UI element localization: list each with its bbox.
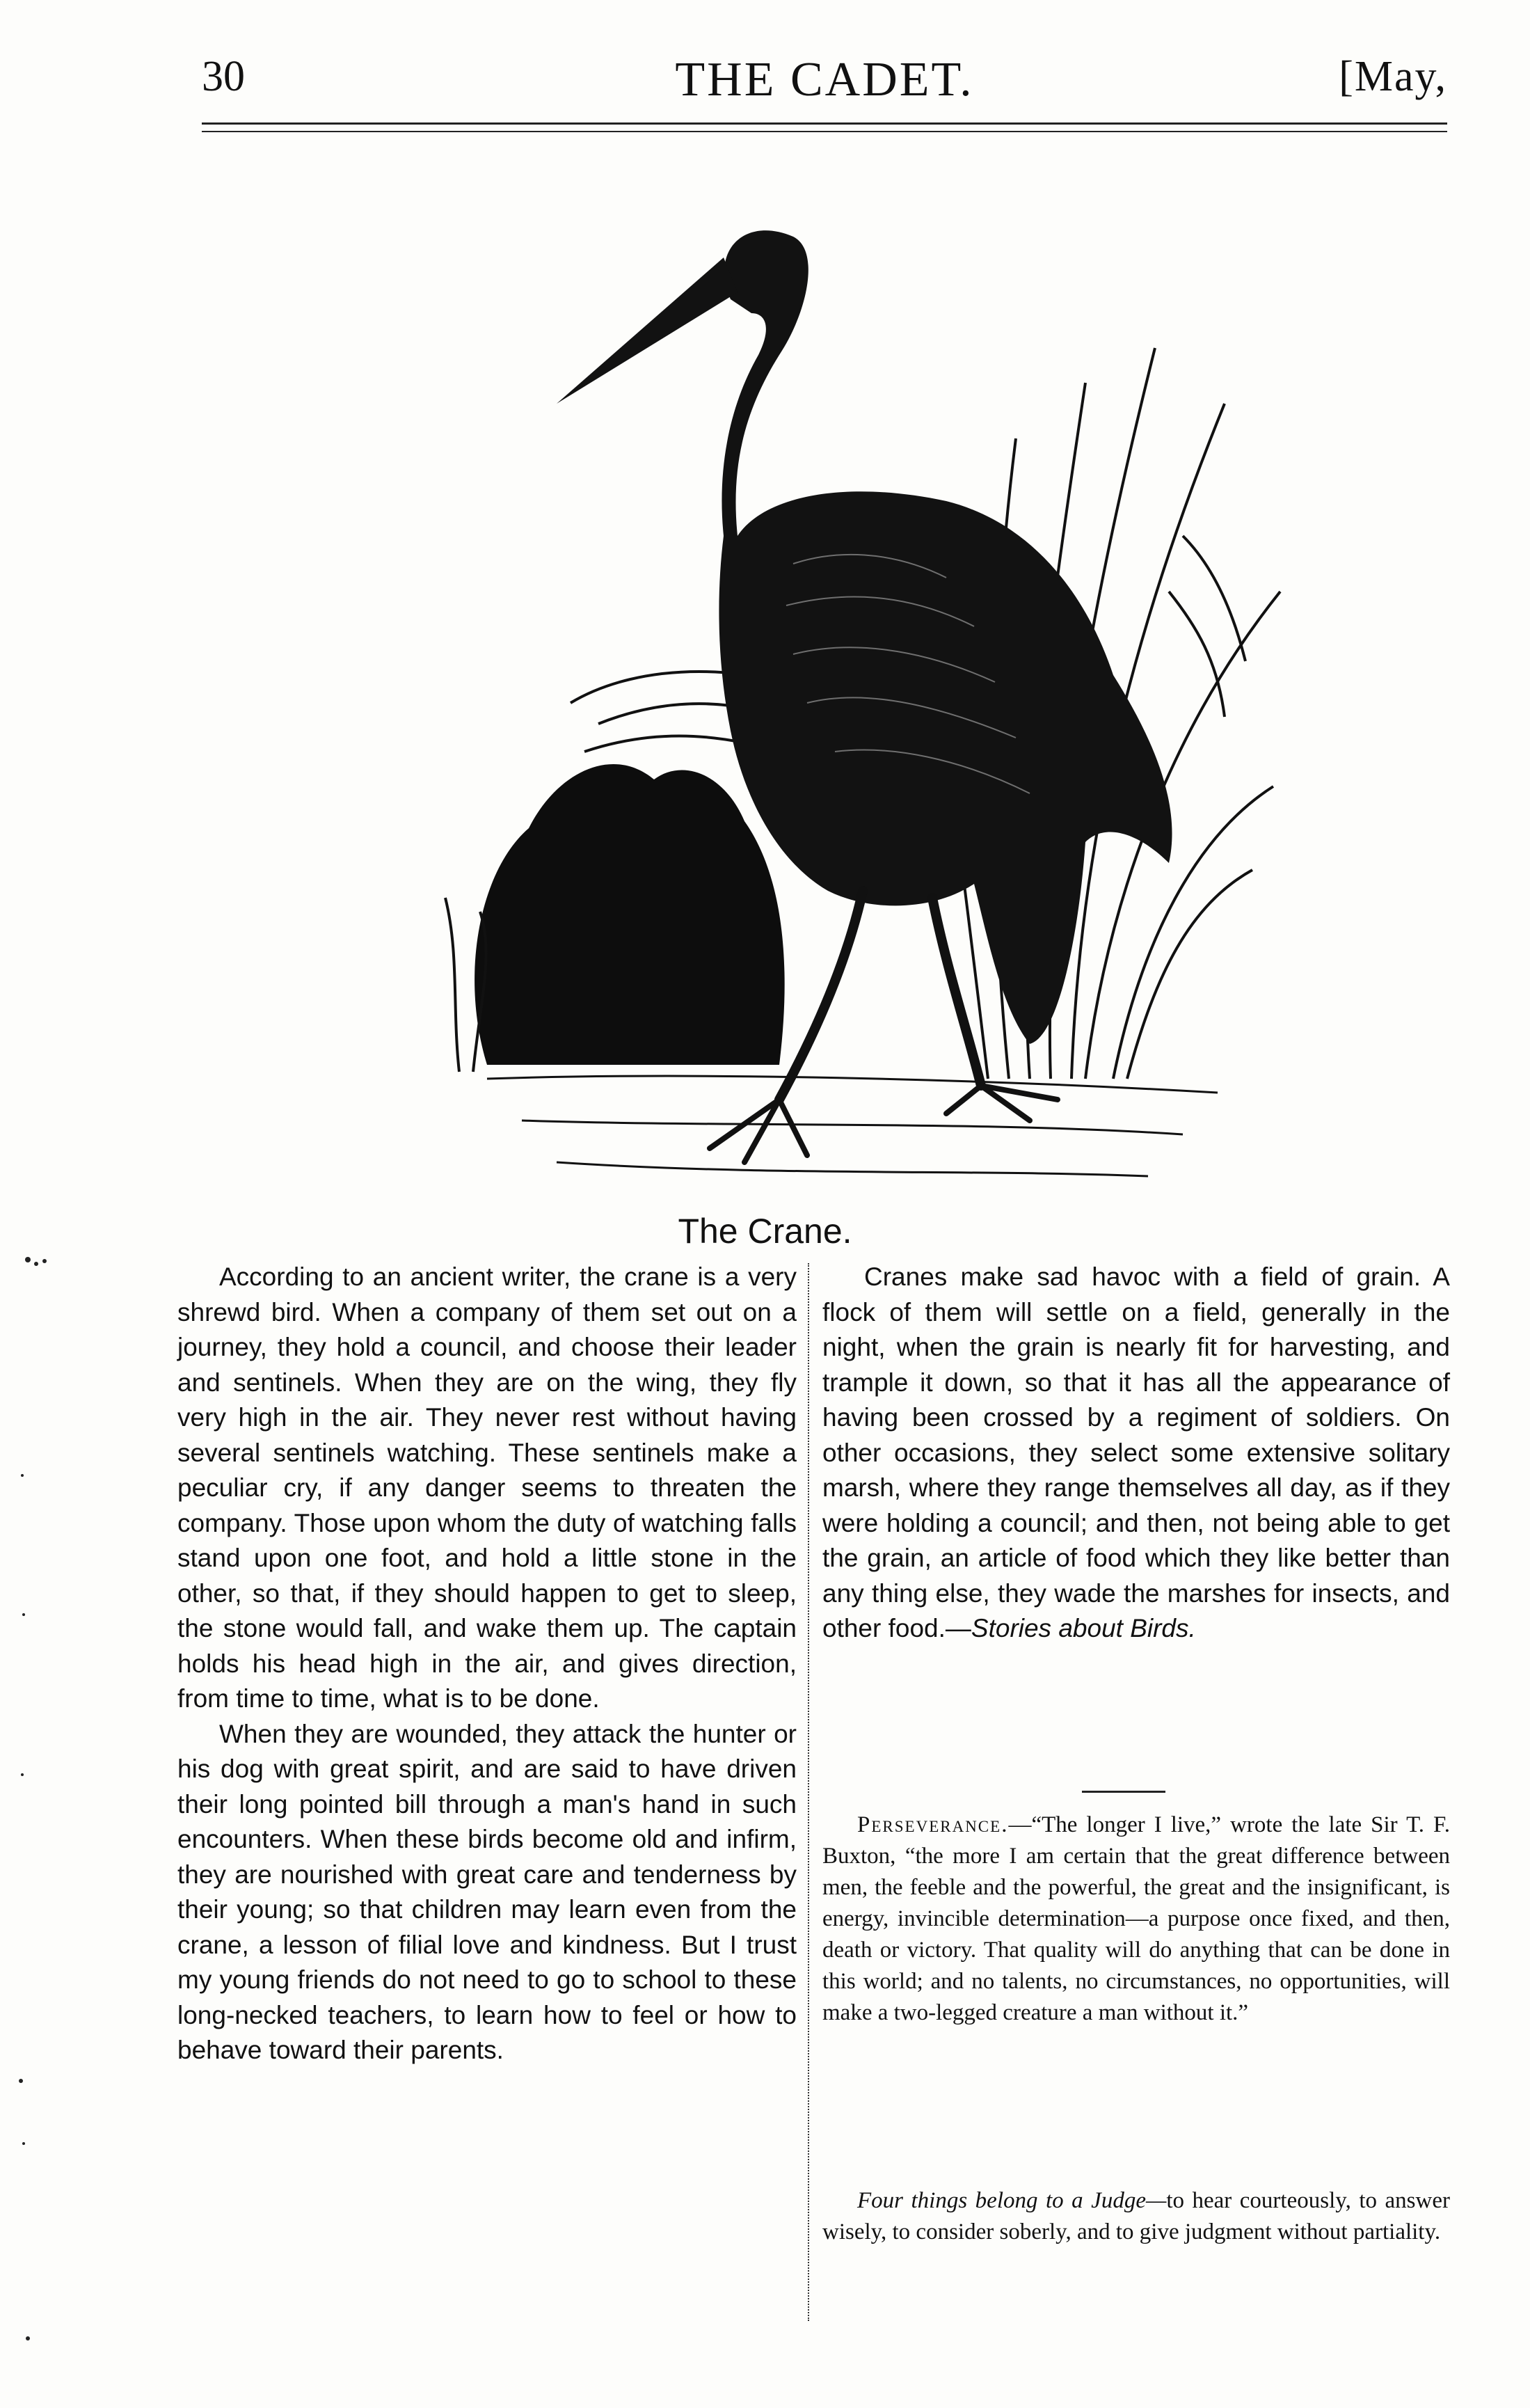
running-month: [May, [1339,53,1447,100]
judge-lead: Four things belong to a Judge— [857,2188,1167,2213]
header-rule-bottom [202,131,1447,132]
margin-specks [14,1183,56,2366]
article-paragraph-3-text: Cranes make sad havoc with a field of grain. A flock of them will settle on a field, generally in the night, when the grain is nearly fit for harvesting, and trample it down, so that it has all the appearance of having been crossed by a regiment of soldiers. On other occasions, they select some extensive solitary marsh, where they range themselves all day, as if they were holding a council; and then, not being able to get the grain, an article of food which they like better than any thing else, they wade the marshes for insects, and other food.— [822,1262,1450,1642]
section-rule [1082,1791,1165,1793]
article-right-column [822,1260,1450,1647]
perseverance-heading: Perseverance. [857,1812,1009,1837]
running-title: THE CADET. [675,53,974,106]
article-source: Stories about Birds. [971,1614,1196,1642]
page-header [202,52,1447,115]
judge-note [822,2185,1450,2248]
judge-text: to hear courteously, to answer wisely, to consider soberly, and to give judgment without partiality. [822,2188,1450,2244]
page-number: 30 [202,53,245,100]
illustration-caption: The Crane. [678,1212,852,1251]
article-paragraph-2: When they are wounded, they attack the hunter or his dog with great spirit, and are said to have driven their long pointed bill through a man's hand in such encounters. When these birds become old and infirm, they are nourished with great care and tenderness by their young; so that children may learn even from the crane, a lesson of filial love and kindness. But I trust my young friends do not need to go to school to these long-necked teachers, to learn how to feel or how to behave toward their parents. [177,1719,797,2064]
perseverance-note [822,1809,1450,2029]
perseverance-text: —“The longer I live,” wrote the late Sir T. F. Buxton, “the more I am certain that the great difference between men, the feeble and the powerful, the great and the insignificant, is energy, invincible determination—a purpose once fixed, and then, death or victory. That quality will do anything that can be done in this world; and no talents, no circumstances, no opportunities, will make a two-legged creature a man without it.” [822,1812,1450,2025]
column-divider [808,1263,809,2321]
article-paragraph-3 [822,1260,1450,1647]
article-paragraph-1: According to an ancient writer, the crane is a very shrewd bird. When a company of them set out on a journey, they hold a council, and choose their leader and sentinels. When they are on the wing, they fly very high in the air. They never rest without having several sentinels watching. These sentinels make a peculiar cry, if any danger seems to threaten the company. Those upon whom the duty of watching falls stand upon one foot, and hold a little stone in the other, so that, if they should happen to get to sleep, the stone would fall, and wake them up. The captain holds his head high in the air, and gives direction, from time to time, what is to be done. [177,1262,797,1713]
header-rule-top [202,122,1447,125]
crane-engraving [417,174,1308,1204]
article-left-column [177,1260,797,2068]
